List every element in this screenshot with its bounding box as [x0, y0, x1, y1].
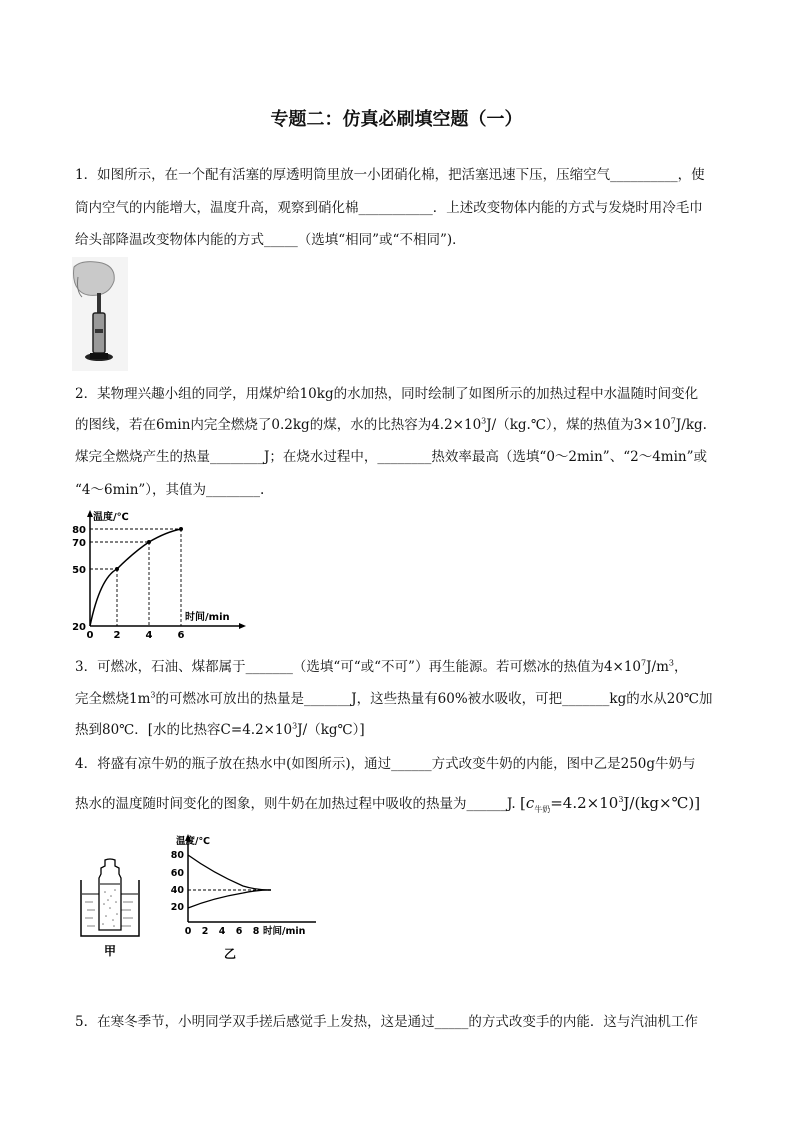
q1-line1: 1．如图所示，在一个配有活塞的厚透明筒里放一小团硝化棉，把活塞迅速下压，压缩空气__________，使 [75, 167, 705, 183]
q3-line3-part2: J/（kg℃）] [297, 722, 365, 738]
chart1-ytick-70: 70 [72, 538, 86, 549]
piston-figure [72, 257, 128, 371]
q5-line1: 5．在寒冬季节，小明同学双手搓后感觉手上发热，这是通过_____的方式改变手的内能．这与汽油机工作 [75, 1014, 698, 1030]
q3-exp1: 7 [641, 658, 647, 668]
q3-line2-part2: 的可燃冰可放出的热量是_______J，这些热量有60%被水吸收，可把_______kg的水从20℃加 [155, 691, 713, 707]
chart2-caption: 乙 [223, 947, 237, 961]
figure-jia-caption: 甲 [103, 944, 117, 958]
formula-sub: 牛奶 [534, 805, 551, 814]
q3-line1-part1: 3．可燃冰，石油、煤都属于_______（选填“可“或“不可”）再生能源。若可燃冰的热值为4×10 [75, 659, 642, 675]
chart1-xtick-0: 0 [86, 630, 94, 640]
q3-line3 [75, 718, 365, 738]
q1-line2: 筒内空气的内能增大，温度升高，观察到硝化棉___________．上述改变物体内能的方式与发烧时用冷毛巾 [75, 200, 703, 216]
q3-line2-part1: 完全燃烧1m [75, 691, 151, 707]
chart-water-temperature [68, 508, 248, 640]
formula-c: c [525, 794, 535, 812]
q3-line1 [75, 655, 687, 675]
chart1-ytick-50: 50 [72, 565, 86, 576]
q3-exp3: 3 [150, 690, 156, 700]
formula-unit: J/(kg×℃) [623, 794, 695, 812]
chart2-ylabel: 温度/℃ [176, 836, 210, 847]
q1-line3: 给头部降温改变物体内能的方式_____（选填“相同”或“不相同”)． [75, 232, 466, 248]
q2-line2-part2: J/（kg.℃），煤的热值为3×10 [486, 417, 671, 433]
q3-line1-part2: J/m [646, 659, 669, 675]
formula-exp: 3 [618, 795, 624, 804]
q2-line2-part1: 的图线，若在6min内完全燃烧了0.2kg的煤，水的比热容为4.2×10 [75, 417, 482, 433]
chart-milk-water-temperature [168, 828, 328, 962]
figure-jia-bottle-in-water [75, 858, 145, 958]
milk-specific-heat-formula: $[c_{牛奶}=4.2\times 10^3J/(kg\times℃)]$ [519, 794, 701, 814]
chart2-xtick-2: 2 [201, 926, 209, 937]
chart1-ytick-20: 20 [72, 622, 86, 633]
q2-line2-part3: J/kg. [675, 417, 707, 433]
q4-line1: 4．将盛有凉牛奶的瓶子放在热水中(如图所示)，通过______方式改变牛奶的内能，图中乙是250g牛奶与 [75, 756, 696, 772]
chart1-ylabel: 温度/℃ [93, 512, 129, 523]
page-title: 专题二：仿真必刷填空题（一） [270, 109, 523, 130]
chart2-xtick-6: 6 [235, 926, 243, 937]
q3-line2 [75, 687, 713, 707]
q2-line3: 煤完全燃烧产生的热量________J；在烧水过程中，________热效率最高（选填“0～2min”、“2～4min”或 [75, 449, 708, 465]
chart2-xtick-8: 8 [252, 926, 260, 937]
q3-line1-part3: ， [673, 659, 688, 675]
chart2-ytick-80: 80 [170, 850, 184, 861]
chart2-ytick-60: 60 [170, 868, 184, 879]
q2-exp1: 3 [481, 416, 487, 426]
chart2-ytick-40: 40 [170, 885, 184, 896]
chart1-xtick-6: 6 [177, 630, 185, 640]
q2-line1: 2．某物理兴趣小组的同学，用煤炉给10kg的水加热，同时绘制了如图所示的加热过程中水温随时间变化 [75, 386, 699, 402]
q3-line3-part1: 热到80℃．[水的比热容C=4.2×10 [75, 722, 293, 738]
chart1-xtick-4: 4 [145, 630, 153, 640]
chart1-xtick-2: 2 [113, 630, 121, 640]
q3-exp2: 3 [668, 658, 674, 668]
chart1-ytick-80: 80 [72, 525, 86, 536]
q4-line2-text: 热水的温度随时间变化的图象，则牛奶在加热过程中吸收的热量为______J. [75, 796, 516, 812]
q4-line2 [75, 792, 700, 815]
q2-line2 [75, 413, 707, 433]
q3-exp4: 3 [292, 721, 298, 731]
chart2-ytick-20: 20 [170, 902, 184, 913]
chart2-xtick-0: 0 [184, 926, 192, 937]
q2-exp2: 7 [670, 416, 676, 426]
formula-value: =4.2×10 [550, 794, 619, 812]
chart2-xlabel: 时间/min [263, 926, 306, 937]
chart2-xtick-4: 4 [218, 926, 226, 937]
q2-line4: “4～6min”），其值为________. [75, 482, 265, 498]
chart1-xlabel: 时间/min [185, 612, 230, 623]
